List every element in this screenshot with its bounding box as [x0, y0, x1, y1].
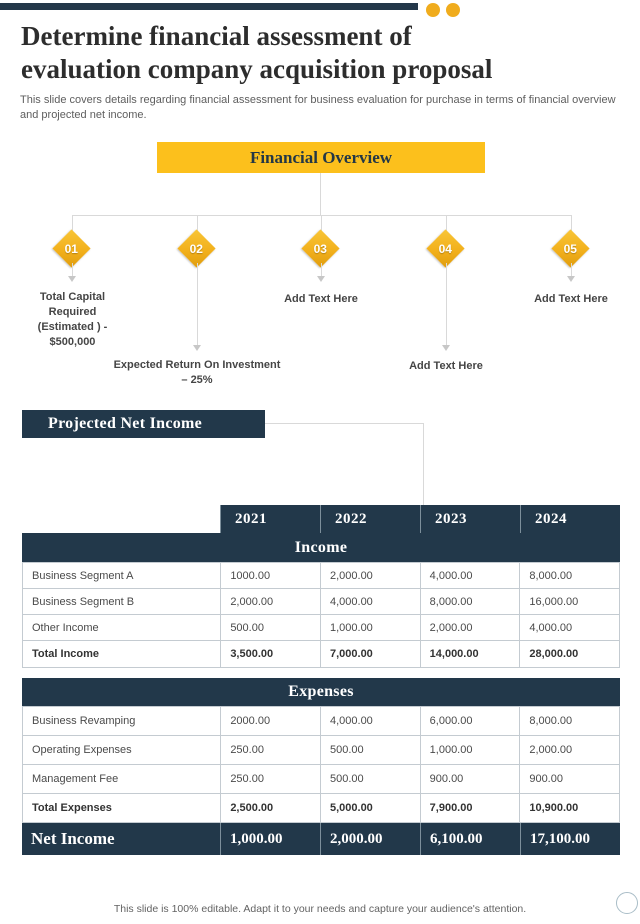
milestone-number-04: 04	[438, 241, 453, 256]
cell-value: 4,000.00	[320, 707, 420, 735]
row-label: Business Revamping	[32, 715, 136, 727]
table-year-header	[22, 505, 620, 533]
cell-value: 900.00	[420, 765, 520, 793]
year-header-spacer	[22, 505, 220, 533]
income-table-body	[22, 562, 620, 668]
milestone-diamond-01	[52, 229, 90, 267]
cell-value: 900.00	[519, 765, 619, 793]
cell-value: 16,000.00	[519, 589, 619, 614]
node-label-01: Total Capital Required (Estimated ) - $500,000	[37, 291, 108, 348]
arrow-head-04-icon	[442, 345, 450, 351]
table-row-total-income	[23, 640, 619, 667]
financial-overview-banner: Financial Overview	[157, 142, 485, 173]
expenses-table	[22, 678, 620, 855]
net-income-value: 17,100.00	[520, 823, 620, 855]
net-income-value: 2,000.00	[320, 823, 420, 855]
cell-value: 14,000.00	[420, 641, 520, 667]
top-accent-bar	[0, 3, 418, 10]
cell-value: 1000.00	[220, 563, 320, 588]
table-row	[23, 563, 619, 588]
cell-value: 7,900.00	[420, 794, 520, 822]
income-section-header: Income	[22, 533, 620, 562]
cell-value: 500.00	[320, 765, 420, 793]
row-label: Other Income	[32, 621, 99, 634]
cell-value: 2000.00	[220, 707, 320, 735]
expenses-section-header: Expenses	[22, 678, 620, 706]
row-label: Total Expenses	[32, 802, 112, 814]
page-title-line1: Determine financial assessment of	[21, 21, 412, 51]
milestone-number-01: 01	[64, 241, 79, 256]
net-income-value: 6,100.00	[420, 823, 520, 855]
row-label: Business Segment B	[32, 595, 135, 608]
milestone-diamond-04	[426, 229, 464, 267]
net-income-row	[22, 823, 620, 855]
cell-value: 8,000.00	[519, 563, 619, 588]
cell-value: 2,000.00	[220, 589, 320, 614]
page-subtitle: This slide covers details regarding financial assessment for business evaluation for purchase in terms of financial overview and projected net income.	[20, 94, 616, 121]
cell-value: 4,000.00	[420, 563, 520, 588]
arrow-head-01-icon	[68, 276, 76, 282]
cell-value: 4,000.00	[519, 615, 619, 640]
cell-value: 28,000.00	[519, 641, 619, 667]
arrow-line-02	[197, 263, 198, 345]
milestone-number-03: 03	[313, 241, 328, 256]
footer-note: This slide is 100% editable. Adapt it to your needs and capture your audience's attention.	[113, 903, 527, 915]
expenses-table-body	[22, 706, 620, 823]
page-title	[21, 20, 606, 86]
cell-value: 2,500.00	[220, 794, 320, 822]
row-label: Management Fee	[32, 773, 119, 785]
arrow-head-02-icon	[193, 345, 201, 351]
row-label: Business Segment A	[32, 569, 134, 582]
cell-value: 500.00	[320, 736, 420, 764]
node-label-03: Add Text Here	[284, 293, 358, 305]
year-header-2023: 2023	[420, 505, 520, 533]
cell-value: 6,000.00	[420, 707, 520, 735]
cell-value: 2,000.00	[420, 615, 520, 640]
pni-connector-vertical	[423, 423, 424, 505]
table-row	[23, 707, 619, 735]
footer-circle-decoration	[616, 892, 638, 914]
cell-value: 1,000.00	[320, 615, 420, 640]
table-row	[23, 614, 619, 640]
row-label: Total Income	[32, 648, 100, 660]
cell-value: 10,900.00	[519, 794, 619, 822]
arrow-line-04	[446, 263, 447, 345]
year-header-2021: 2021	[220, 505, 320, 533]
cell-value: 4,000.00	[320, 589, 420, 614]
pni-connector-horizontal	[265, 423, 423, 424]
node-label-02: Expected Return On Investment – 25%	[113, 359, 281, 386]
arrow-line-01	[72, 263, 73, 276]
cell-value: 8,000.00	[519, 707, 619, 735]
cell-value: 3,500.00	[220, 641, 320, 667]
net-income-value: 1,000.00	[220, 823, 320, 855]
arrow-line-05	[571, 263, 572, 276]
accent-dot-1	[426, 3, 440, 17]
cell-value: 250.00	[220, 736, 320, 764]
table-row	[23, 764, 619, 793]
net-income-label: Net Income	[31, 829, 115, 848]
cell-value: 2,000.00	[519, 736, 619, 764]
node-label-04: Add Text Here	[409, 360, 483, 372]
milestone-diamond-05	[551, 229, 589, 267]
arrow-head-05-icon	[567, 276, 575, 282]
row-label: Operating Expenses	[32, 744, 132, 756]
milestone-diamond-02	[177, 229, 215, 267]
accent-dot-2	[446, 3, 460, 17]
cell-value: 8,000.00	[420, 589, 520, 614]
table-row	[23, 735, 619, 764]
table-row	[23, 588, 619, 614]
year-header-2024: 2024	[520, 505, 620, 533]
cell-value: 250.00	[220, 765, 320, 793]
arrow-head-03-icon	[317, 276, 325, 282]
cell-value: 7,000.00	[320, 641, 420, 667]
milestone-number-05: 05	[563, 241, 578, 256]
page-title-line2: evaluation company acquisition proposal	[21, 53, 493, 84]
connector-banner-drop	[320, 173, 321, 215]
cell-value: 2,000.00	[320, 563, 420, 588]
cell-value: 1,000.00	[420, 736, 520, 764]
table-row-total-expenses	[23, 793, 619, 822]
year-header-2022: 2022	[320, 505, 420, 533]
cell-value: 500.00	[220, 615, 320, 640]
node-label-05: Add Text Here	[534, 293, 608, 305]
cell-value: 5,000.00	[320, 794, 420, 822]
projected-net-income-banner: Projected Net Income	[22, 410, 265, 438]
milestone-diamond-03	[301, 229, 339, 267]
milestone-number-02: 02	[189, 241, 204, 256]
arrow-line-03	[321, 263, 322, 276]
income-table	[22, 533, 620, 668]
